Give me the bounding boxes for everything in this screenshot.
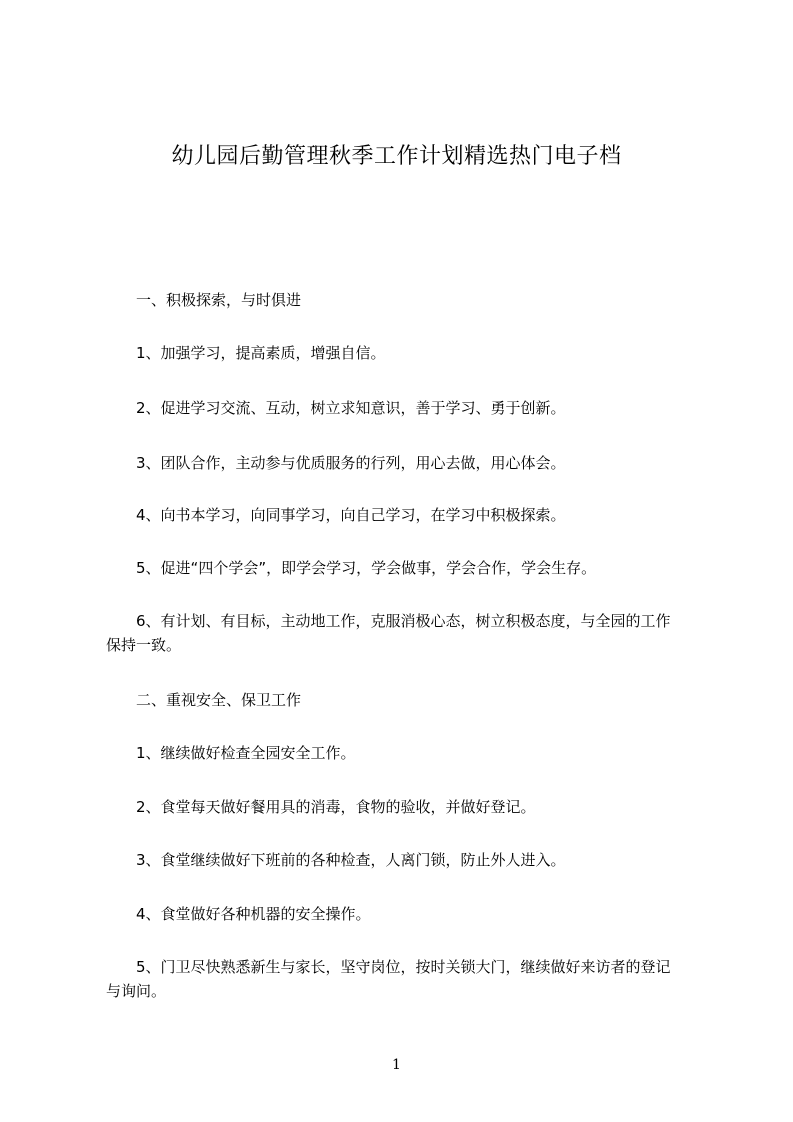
section-heading-1: 一、积极探索，与时俱进 bbox=[136, 291, 302, 309]
page-number: 1 bbox=[392, 1057, 401, 1073]
list-item: 3、食堂继续做好下班前的各种检查，人离门锁，防止外人进入。 bbox=[136, 851, 566, 869]
list-item-continuation: 保持一致。 bbox=[106, 636, 182, 654]
list-item: 4、食堂做好各种机器的安全操作。 bbox=[136, 905, 371, 923]
section-heading-2: 二、重视安全、保卫工作 bbox=[136, 691, 302, 709]
document-title: 幼儿园后勤管理秋季工作计划精选热门电子档 bbox=[171, 144, 622, 169]
list-item-line: 6、有计划、有目标，主动地工作，克服消极心态，树立积极态度，与全园的工作 bbox=[136, 612, 671, 630]
list-item: 3、团队合作，主动参与优质服务的行列，用心去做，用心体会。 bbox=[136, 454, 566, 472]
list-item-continuation: 与询问。 bbox=[106, 982, 167, 1000]
list-item-multiline bbox=[136, 956, 671, 978]
list-item: 5、促进“四个学会”，即学会学习，学会做事，学会合作，学会生存。 bbox=[136, 559, 597, 577]
list-item: 2、促进学习交流、互动，树立求知意识，善于学习、勇于创新。 bbox=[136, 399, 566, 417]
list-item-line: 5、门卫尽快熟悉新生与家长，坚守岗位，按时关锁大门，继续做好来访者的登记 bbox=[136, 958, 671, 976]
list-item-multiline bbox=[136, 610, 671, 632]
list-item: 1、继续做好检查全园安全工作。 bbox=[136, 744, 356, 762]
list-item: 1、加强学习，提高素质，增强自信。 bbox=[136, 344, 386, 362]
list-item: 4、向书本学习，向同事学习，向自己学习，在学习中积极探索。 bbox=[136, 506, 566, 524]
list-item: 2、食堂每天做好餐用具的消毒，食物的验收，并做好登记。 bbox=[136, 798, 536, 816]
